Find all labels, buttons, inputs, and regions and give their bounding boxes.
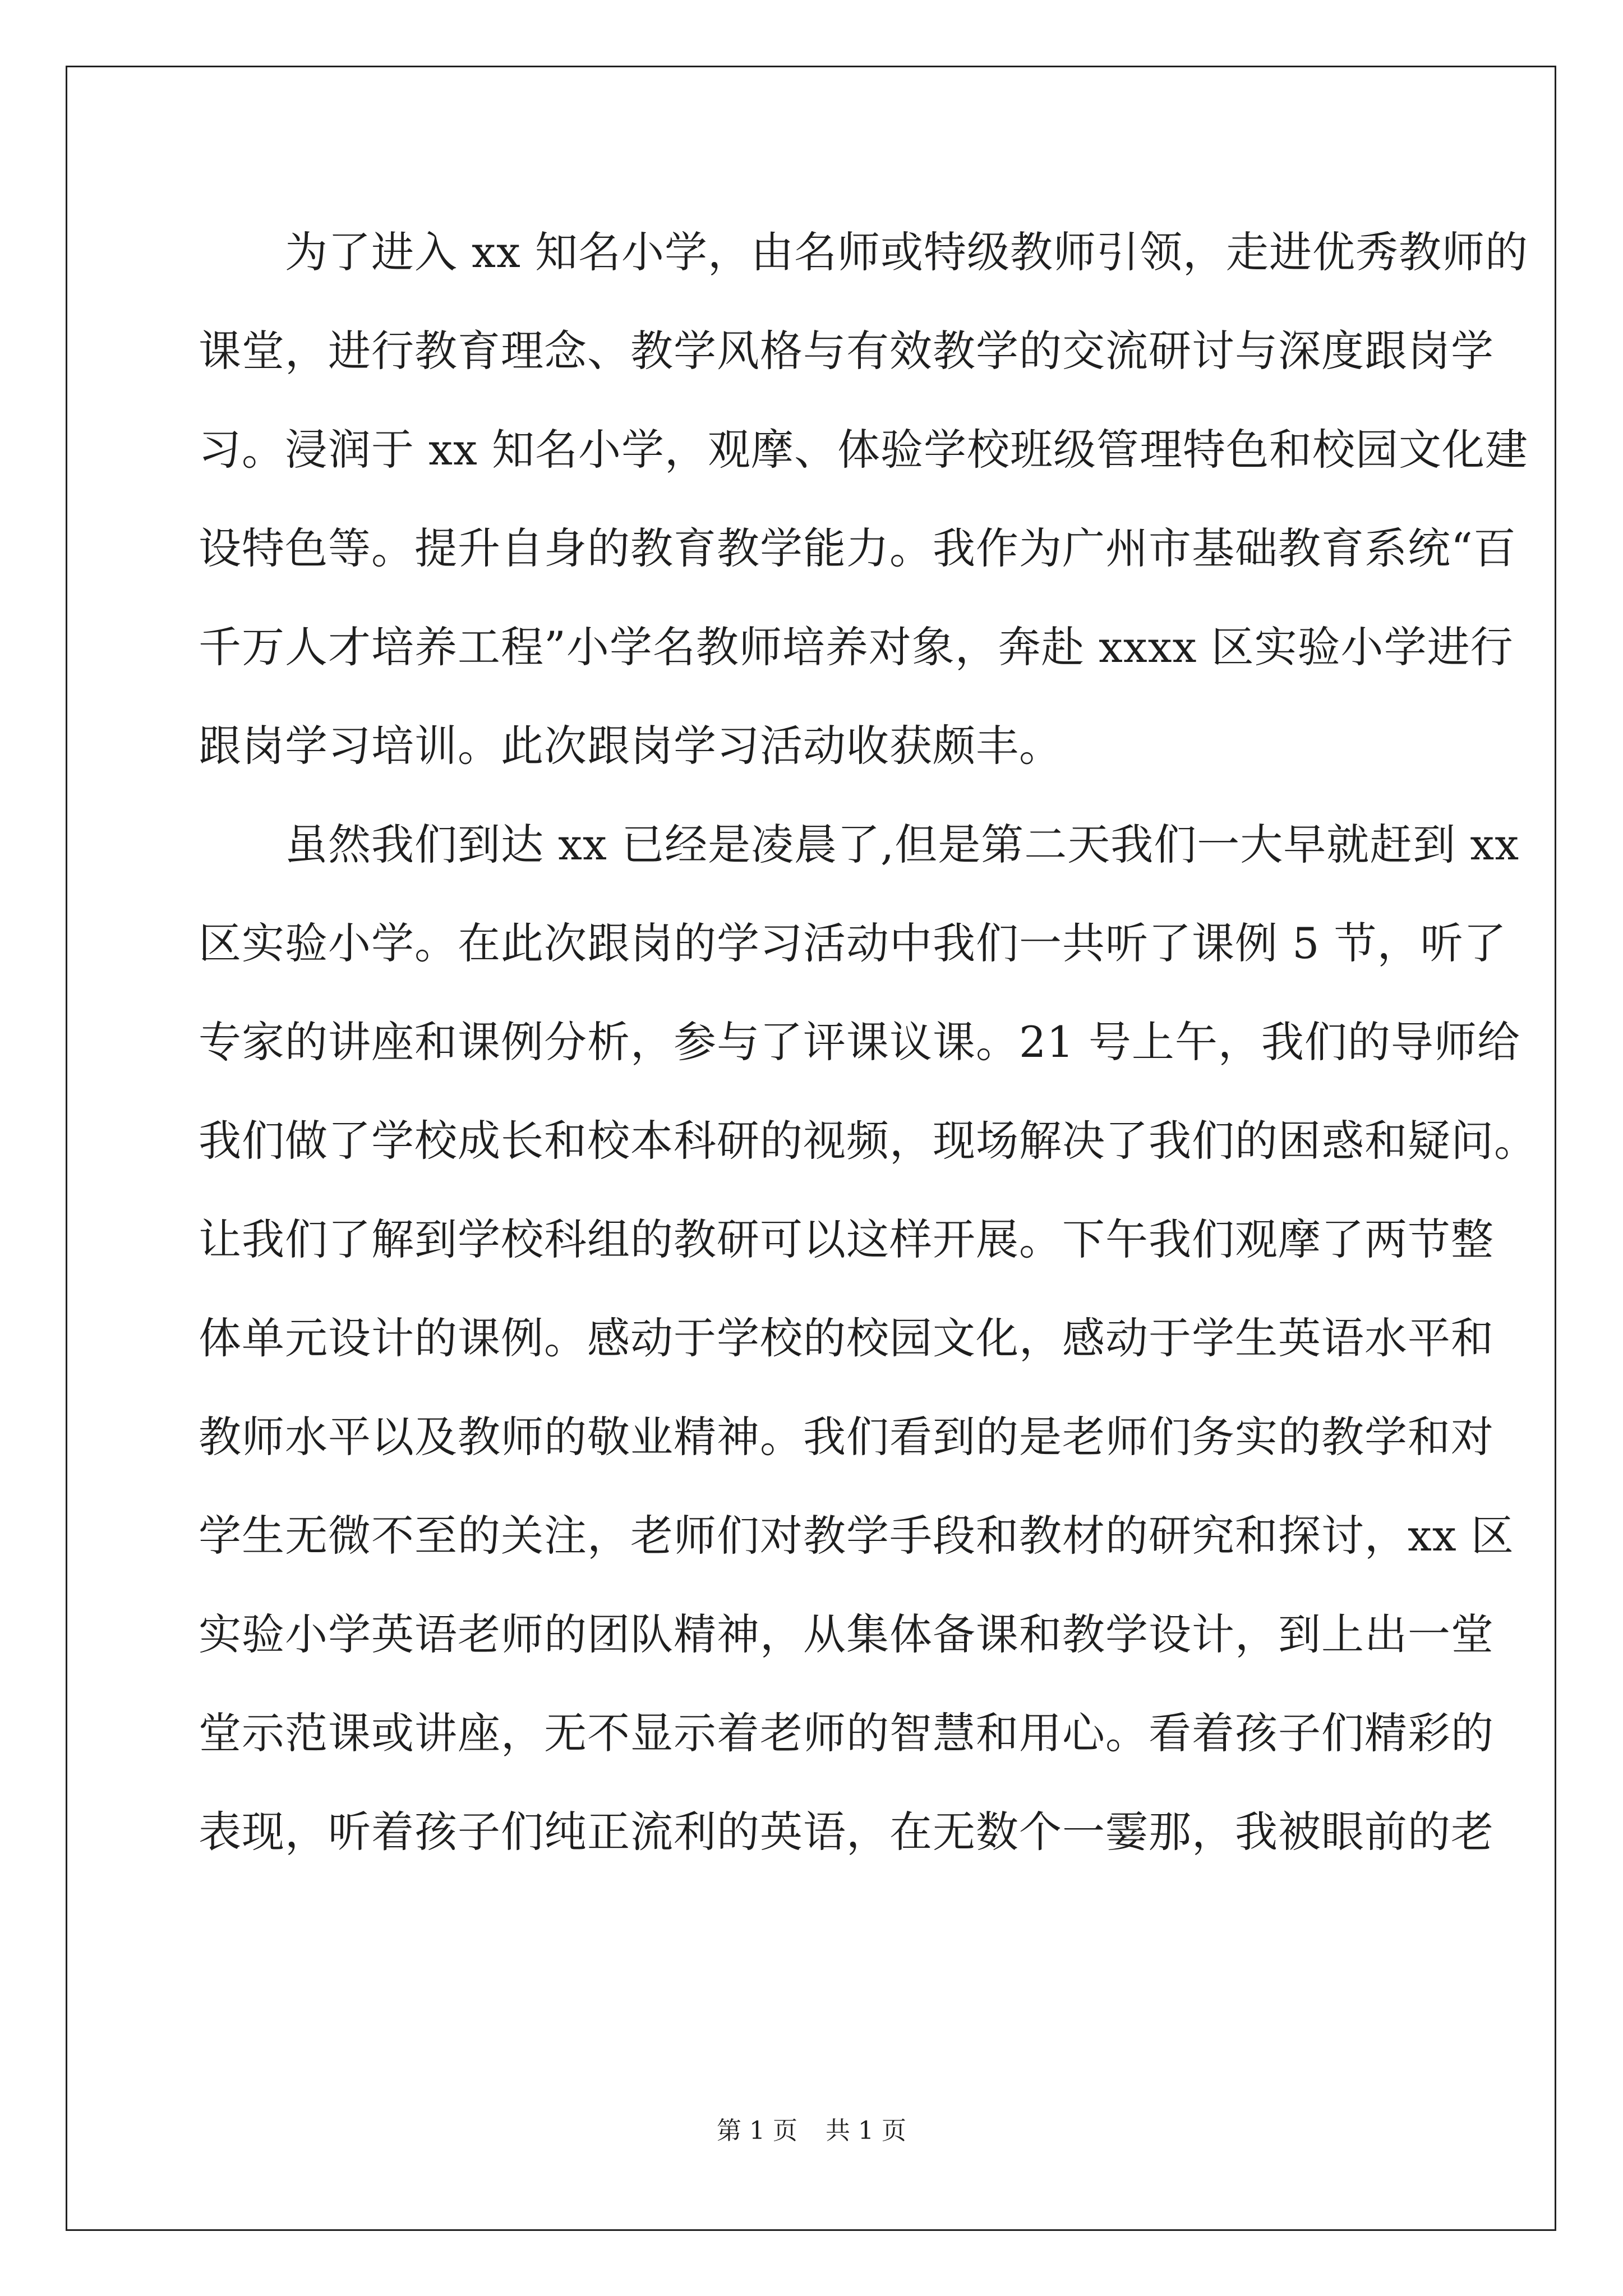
document-body (199, 222, 1537, 1900)
text-line: 堂示范课或讲座，无不显示着老师的智慧和用心。看着孩子们精彩的 (199, 1708, 1494, 1758)
paragraph-2 (199, 814, 1537, 1900)
page-total: 共 1 页 (826, 2116, 906, 2145)
text-line: 千万人才培养工程”小学名教师培养对象，奔赴 xxxx 区实验小学进行 (199, 622, 1514, 672)
text-line: 设特色等。提升自身的教育教学能力。我作为广州市基础教育系统“百 (199, 523, 1516, 573)
text-line: 我们做了学校成长和校本科研的视频，现场解决了我们的困惑和疑问。 (199, 1116, 1537, 1166)
text-line: 跟岗学习培训。此次跟岗学习活动收获颇丰。 (199, 721, 1062, 771)
text-line: 专家的讲座和课例分析，参与了评课议课。21 号上午，我们的导师给 (199, 1017, 1520, 1067)
page-footer (0, 2110, 1623, 2146)
paragraph-1 (199, 222, 1529, 814)
text-line: 教师水平以及教师的敬业精神。我们看到的是老师们务实的教学和对 (199, 1412, 1494, 1462)
text-line: 区实验小学。在此次跟岗的学习活动中我们一共听了课例 5 节，听了 (199, 918, 1507, 968)
text-line: 体单元设计的课例。感动于学校的校园文化，感动于学生英语水平和 (199, 1313, 1494, 1363)
text-line: 为了进入 xx 知名小学，由名师或特级教师引领，走进优秀教师的 (199, 227, 1529, 277)
text-line: 课堂，进行教育理念、教学风格与有效教学的交流研讨与深度跟岗学 (199, 326, 1494, 376)
text-line: 学生无微不至的关注，老师们对教学手段和教材的研究和探讨，xx 区 (199, 1511, 1514, 1561)
text-line: 习。浸润于 xx 知名小学，观摩、体验学校班级管理特色和校园文化建 (199, 425, 1529, 475)
text-line: 实验小学英语老师的团队精神，从集体备课和教学设计，到上出一堂 (199, 1609, 1494, 1659)
page-number: 第 1 页 (717, 2116, 797, 2145)
text-line: 表现，听着孩子们纯正流利的英语，在无数个一霎那，我被眼前的老 (199, 1807, 1494, 1857)
text-line: 让我们了解到学校科组的教研可以这样开展。下午我们观摩了两节整 (199, 1214, 1494, 1264)
text-line: 虽然我们到达 xx 已经是凌晨了,但是第二天我们一大早就赶到 xx (199, 820, 1520, 869)
